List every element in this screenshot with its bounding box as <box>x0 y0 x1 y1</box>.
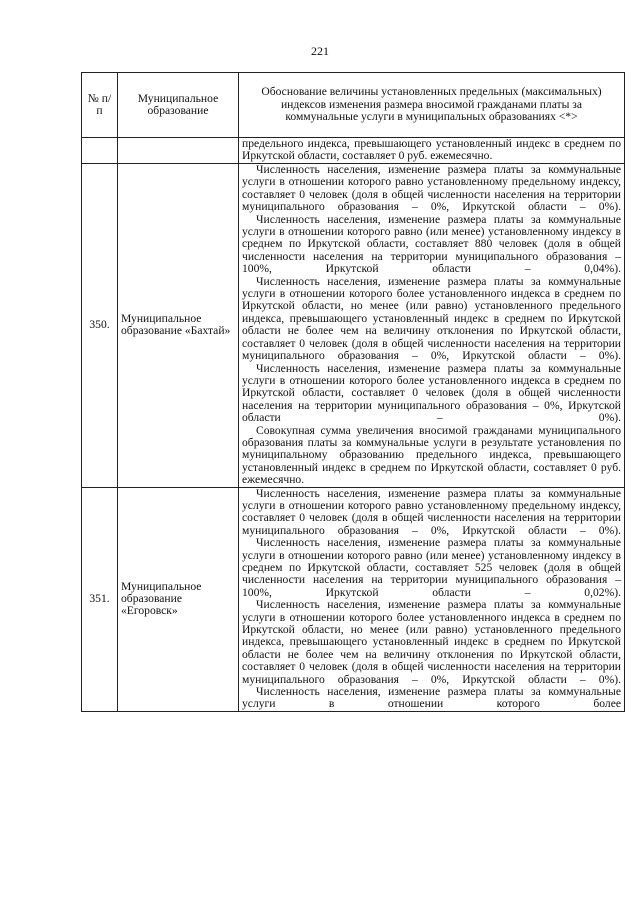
page-number: 221 <box>311 44 329 58</box>
header-municipality: Муниципальное образование <box>118 73 239 138</box>
justification-paragraph: Численность населения, изменение размера платы за коммунальные услуги в отношении которого более <box>242 685 621 711</box>
continuation-paragraph: предельного индекса, превышающего установленный индекс в среднем по Иркутской области, составляет 0 руб. ежемесячно. <box>242 137 621 163</box>
justification-cell <box>239 487 625 711</box>
municipality-name: Муниципальное образование «Егоровск» <box>118 487 239 711</box>
justification-paragraph: Численность населения, изменение размера платы за коммунальные услуги в отношении которого более установленного индекса в среднем по Иркутской области, составляет 0 человек (доля в общей численности населения на территории муниципального образования – 0%, Иркутской области – 0%). <box>242 361 621 425</box>
justification-paragraph: Численность населения, изменение размера платы за коммунальные услуги в отношении которого равно установленному предельному индексу, составляет 0 человек (доля в общей численности населения на территории муниципального образования – 0%, Иркутской области – 0%). <box>242 163 621 214</box>
continuation-text-cell <box>239 138 625 164</box>
table-row <box>82 164 625 488</box>
justification-cell <box>239 164 625 488</box>
continuation-name-cell <box>118 138 239 164</box>
row-number: 351. <box>82 487 118 711</box>
continuation-num-cell <box>82 138 118 164</box>
tariff-justification-table <box>81 72 625 712</box>
justification-paragraph: Совокупная сумма увеличения вносимой гражданами муниципального образования платы за коммунальные услуги в результате установления по муниципальному образованию предельного индекса, превышающего установленный индекс в среднем по Иркутской области, составляет 0 руб. ежемесячно. <box>242 423 621 487</box>
justification-paragraph: Численность населения, изменение размера платы за коммунальные услуги в отношении которого равно (или менее) установленному индексу в среднем по Иркутской области, составляет 525 человек (доля в общей численности населения на территории муниципального образования – 100%, Иркутской области – 0,02%). <box>242 536 621 599</box>
municipality-name: Муниципальное образование «Бахтай» <box>118 164 239 488</box>
row-number: 350. <box>82 164 118 488</box>
table-header-row <box>82 73 625 138</box>
justification-paragraph: Численность населения, изменение размера платы за коммунальные услуги в отношении которого более установленного индекса в среднем по Иркутской области, но менее (или равно) установленного предельного индекса, превышающего установленный индекс в среднем по Иркутской области не более чем на величину отклонения по Иркутской области, составляет 0 человек (доля в общей численности населения на территории муниципального образования – 0%, Иркутской области – 0%). <box>242 274 621 363</box>
justification-paragraph: Численность населения, изменение размера платы за коммунальные услуги в отношении которого более установленного индекса в среднем по Иркутской области, но менее (или равно) установленного предельного индекса, превышающего установленный индекс в среднем по Иркутской области не более чем на величину отклонения по Иркутской области, составляет 0 человек (доля в общей численности населения на территории муниципального образования – 0%, Иркутской области – 0%). <box>242 598 621 686</box>
table-row <box>82 487 625 711</box>
header-justification: Обоснование величины установленных предельных (максимальных) индексов изменения размера вносимой гражданами платы за коммунальные услуги в муниципальных образованиях <*> <box>239 73 625 138</box>
justification-paragraph: Численность населения, изменение размера платы за коммунальные услуги в отношении которого равно установленному предельному индексу, составляет 0 человек (доля в общей численности населения на территории муниципального образования – 0%, Иркутской области – 0%). <box>242 486 621 537</box>
table-row-continuation <box>82 138 625 164</box>
header-num: № п/п <box>82 73 118 138</box>
justification-paragraph: Численность населения, изменение размера платы за коммунальные услуги в отношении которого равно (или менее) установленному индексу в среднем по Иркутской области, составляет 880 человек (доля в общей численности населения на территории муниципального образования – 100%, Иркутской области – 0,04%). <box>242 212 621 276</box>
